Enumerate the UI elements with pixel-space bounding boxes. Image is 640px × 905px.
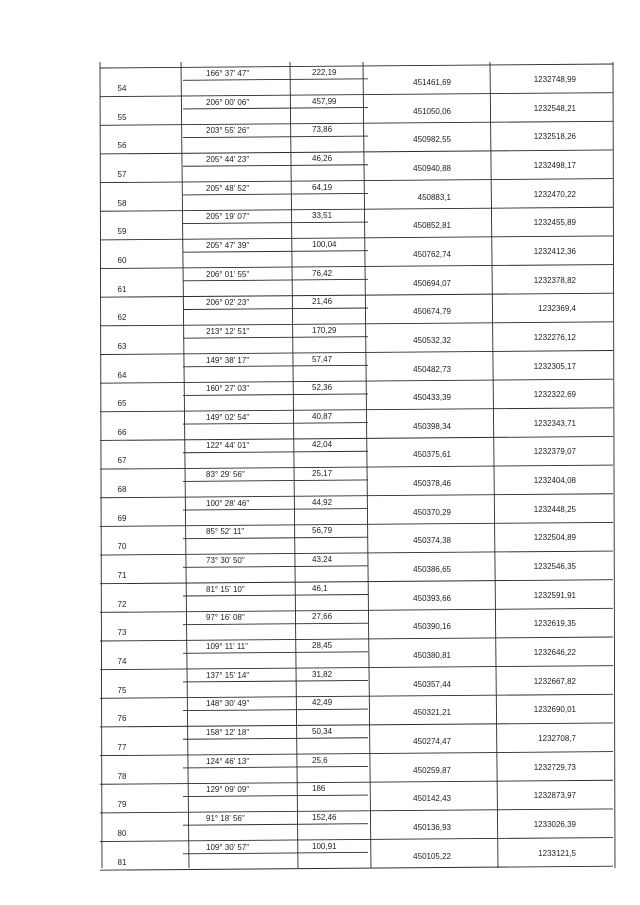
coordinate-y: 1232873,97	[533, 791, 576, 801]
coordinate-x: 450105,22	[413, 851, 451, 861]
point-number: 63	[117, 341, 127, 351]
point-number: 58	[117, 198, 127, 208]
segment-length: 73,86	[312, 125, 333, 135]
coordinate-x: 450375,61	[413, 450, 451, 460]
coordinate-x: 450852,81	[413, 221, 451, 231]
segment-line	[183, 337, 368, 339]
direction-angle: 205° 44' 23"	[206, 154, 250, 164]
point-number: 81	[117, 857, 127, 867]
row-line	[100, 236, 613, 240]
coordinate-y: 1232276,12	[533, 332, 576, 342]
coordinate-x: 450374,38	[413, 536, 451, 546]
coordinate-x: 450370,29	[413, 507, 451, 517]
point-number: 77	[117, 742, 127, 752]
point-number: 75	[117, 685, 127, 695]
column-line	[363, 62, 371, 868]
point-number: 54	[117, 84, 127, 93]
point-number: 57	[117, 169, 127, 179]
coordinate-y: 1232448,25	[533, 504, 576, 514]
coordinate-x: 450274,47	[413, 736, 451, 746]
point-number: 74	[117, 657, 127, 666]
direction-angle: 203° 55' 26"	[206, 126, 250, 136]
coordinate-x: 451461,69	[413, 78, 451, 87]
segment-length: 21,46	[312, 297, 333, 307]
coordinate-y: 1232708,7	[538, 733, 576, 743]
coordinate-y: 1232546,35	[533, 562, 576, 572]
direction-angle: 206° 01' 55"	[206, 269, 250, 279]
row-line	[100, 723, 613, 727]
direction-angle: 160° 27' 03"	[206, 384, 250, 394]
column-line	[490, 62, 498, 868]
row-line	[100, 322, 613, 326]
segment-length: 25,17	[312, 469, 333, 479]
direction-angle: 109° 11' 11"	[206, 642, 248, 651]
point-number: 64	[117, 370, 127, 380]
coordinate-y: 1232518,26	[533, 132, 576, 142]
coordinate-x: 450386,65	[413, 565, 451, 575]
coordinate-x: 450398,34	[413, 421, 451, 431]
segment-length: 42,04	[312, 440, 333, 450]
segment-length: 31,82	[312, 669, 333, 679]
coordinate-x: 450762,74	[413, 249, 451, 259]
coordinate-y: 1232729,73	[533, 762, 576, 772]
segment-line	[183, 824, 368, 826]
segment-line	[183, 451, 368, 453]
coordinate-y: 1232498,17	[533, 160, 576, 170]
segment-line	[183, 107, 368, 109]
segment-line	[183, 279, 368, 281]
segment-line	[183, 136, 368, 138]
point-number: 76	[117, 714, 127, 724]
segment-line	[183, 480, 368, 482]
row-line	[100, 436, 613, 440]
direction-angle: 97° 16' 08"	[206, 613, 245, 623]
direction-angle: 109° 30' 57"	[206, 842, 250, 852]
point-number: 61	[117, 284, 127, 294]
coordinate-y: 1232379,07	[533, 447, 576, 457]
point-number: 70	[117, 542, 127, 552]
row-line	[100, 207, 613, 211]
segment-length: 76,42	[312, 268, 333, 278]
point-number: 56	[117, 141, 127, 151]
segment-length: 100,91	[312, 841, 337, 851]
segment-line	[183, 251, 368, 253]
coordinate-y: 1232322,69	[533, 390, 576, 400]
direction-angle: 100° 28' 46"	[206, 498, 250, 508]
segment-length: 46,1	[312, 583, 328, 593]
segment-length: 50,34	[312, 726, 333, 736]
row-line	[100, 408, 613, 412]
direction-angle: 122° 44' 01"	[206, 441, 250, 451]
row-line	[100, 179, 613, 183]
point-number: 78	[117, 771, 127, 781]
coordinate-x: 450378,46	[413, 479, 451, 489]
segment-line	[183, 738, 368, 740]
row-line	[100, 93, 613, 97]
direction-angle: 149° 38' 17"	[206, 355, 250, 365]
segment-length: 40,87	[312, 411, 333, 421]
direction-angle: 205° 19' 07"	[206, 212, 250, 222]
row-line	[100, 666, 613, 670]
segment-line	[183, 365, 368, 367]
row-line	[100, 379, 613, 383]
coordinate-y: 1232748,99	[533, 75, 576, 84]
row-line	[100, 522, 613, 526]
coordinate-y: 1232646,22	[533, 648, 576, 657]
segment-line	[183, 423, 368, 425]
coordinate-y: 1232470,22	[533, 189, 576, 199]
point-number: 67	[117, 456, 127, 466]
row-line	[100, 838, 613, 842]
row-line	[100, 551, 613, 555]
direction-angle: 83° 29' 56"	[206, 470, 245, 480]
segment-length: 170,29	[312, 325, 337, 335]
point-number: 72	[117, 599, 127, 609]
row-line	[100, 694, 613, 698]
segment-length: 186	[312, 784, 326, 794]
segment-line	[183, 79, 368, 81]
column-line	[613, 62, 615, 868]
row-line	[100, 608, 613, 612]
coordinate-x: 450532,32	[413, 335, 451, 345]
segment-line	[183, 852, 368, 854]
coordinate-y: 1232548,21	[533, 103, 576, 113]
direction-angle: 73° 30' 50"	[206, 556, 245, 566]
coordinate-y: 1232591,91	[533, 590, 576, 600]
coordinate-y: 1232504,89	[533, 533, 576, 543]
row-line	[100, 580, 613, 584]
coordinate-y: 1232343,71	[533, 418, 576, 428]
coordinate-x: 450357,44	[413, 679, 451, 689]
segment-length: 56,79	[312, 526, 333, 536]
coordinate-y: 1232619,35	[533, 619, 576, 629]
coordinate-x: 450883,1	[417, 192, 451, 202]
coordinate-y: 1232369,4	[538, 304, 576, 314]
segment-length: 33,51	[312, 211, 333, 221]
segment-length: 64,19	[312, 182, 333, 192]
point-number: 69	[117, 513, 127, 523]
segment-length: 46,26	[312, 153, 333, 163]
direction-angle: 85° 52' 11"	[206, 527, 245, 537]
coordinate-y: 1232412,36	[533, 246, 576, 256]
segment-line	[183, 795, 368, 797]
segment-length: 28,45	[312, 641, 333, 650]
direction-angle: 205° 48' 52"	[206, 183, 250, 193]
point-number: 80	[117, 828, 127, 838]
segment-line	[183, 537, 368, 539]
row-line	[100, 351, 613, 355]
direction-angle: 137° 15' 14"	[206, 670, 250, 680]
coordinate-y: 1232455,89	[533, 218, 576, 228]
coordinate-x: 450433,39	[413, 393, 451, 403]
coordinate-x: 450393,66	[413, 593, 451, 603]
direction-angle: 206° 00' 06"	[206, 97, 250, 107]
coordinate-y: 1232667,82	[533, 676, 576, 686]
row-line	[100, 494, 613, 498]
segment-length: 44,92	[312, 497, 333, 507]
coordinate-x: 450674,79	[413, 307, 451, 317]
segment-line	[183, 193, 368, 195]
direction-angle: 129° 09' 09"	[206, 785, 250, 795]
segment-length: 57,47	[312, 354, 333, 364]
row-line	[100, 866, 613, 870]
segment-line	[183, 308, 368, 310]
row-line	[100, 465, 613, 469]
point-number: 71	[117, 571, 127, 581]
segment-length: 100,04	[312, 239, 337, 249]
segment-length: 52,36	[312, 383, 333, 393]
coordinate-x: 450321,21	[413, 708, 451, 718]
segment-length: 457,99	[312, 96, 337, 106]
coordinate-x: 450982,55	[413, 135, 451, 145]
point-number: 66	[117, 427, 127, 437]
direction-angle: 81° 15' 10"	[206, 584, 245, 594]
coordinate-x: 450694,07	[413, 278, 451, 288]
coordinate-x: 450482,73	[413, 364, 451, 374]
point-number: 65	[117, 399, 127, 409]
row-line	[100, 752, 613, 756]
direction-angle: 91° 18' 56"	[206, 813, 245, 823]
point-number: 59	[117, 227, 127, 237]
segment-line	[183, 680, 368, 682]
column-line	[181, 62, 189, 868]
segment-line	[183, 509, 368, 511]
point-number: 79	[117, 800, 127, 810]
coordinate-x: 450380,81	[413, 651, 451, 660]
coordinate-x: 450136,93	[413, 822, 451, 832]
point-number: 55	[117, 112, 127, 122]
segment-line	[183, 165, 368, 167]
point-number: 73	[117, 628, 127, 638]
direction-angle: 148° 30' 49"	[206, 699, 250, 709]
coordinate-x: 450142,43	[413, 794, 451, 804]
direction-angle: 124° 46' 13"	[206, 756, 250, 766]
coordinate-y: 1232378,82	[533, 275, 576, 285]
coordinate-y: 1232404,08	[533, 476, 576, 486]
column-line	[290, 62, 298, 868]
segment-length: 222,19	[312, 68, 337, 77]
point-number: 62	[117, 313, 127, 323]
row-line	[100, 293, 613, 297]
segment-length: 43,24	[312, 555, 333, 565]
direction-angle: 149° 02' 54"	[206, 412, 250, 422]
segment-line	[183, 595, 368, 597]
segment-line	[183, 566, 368, 568]
point-number: 68	[117, 485, 127, 495]
row-line	[100, 637, 613, 641]
coordinate-x: 450259,87	[413, 765, 451, 775]
segment-length: 152,46	[312, 812, 337, 822]
direction-angle: 213° 12' 51"	[206, 326, 250, 336]
segment-length: 25,6	[312, 755, 328, 765]
coordinate-y: 1232305,17	[533, 361, 576, 371]
row-line	[100, 150, 613, 154]
row-line	[100, 809, 613, 813]
direction-angle: 158° 12' 18"	[206, 727, 250, 737]
row-line	[100, 265, 613, 269]
coordinate-x: 450390,16	[413, 622, 451, 632]
direction-angle: 206° 02' 23"	[206, 298, 250, 308]
direction-angle: 166° 37' 47"	[206, 69, 250, 78]
segment-line	[183, 766, 368, 768]
segment-line	[183, 709, 368, 711]
segment-length: 27,66	[312, 612, 333, 622]
row-line	[100, 64, 613, 68]
coordinate-x: 451050,06	[413, 106, 451, 116]
segment-line	[183, 394, 368, 396]
row-line	[100, 121, 613, 125]
coordinate-y: 1233026,39	[533, 819, 576, 829]
segment-length: 42,49	[312, 698, 333, 708]
segment-line	[183, 652, 368, 654]
row-line	[100, 780, 613, 784]
direction-angle: 205° 47' 39"	[206, 240, 250, 250]
point-number: 60	[117, 255, 127, 265]
coordinate-x: 450940,88	[413, 163, 451, 173]
coordinate-y: 1232690,01	[533, 705, 576, 715]
coordinate-y: 1233121,5	[538, 848, 576, 858]
segment-line	[183, 623, 368, 625]
segment-line	[183, 222, 368, 224]
